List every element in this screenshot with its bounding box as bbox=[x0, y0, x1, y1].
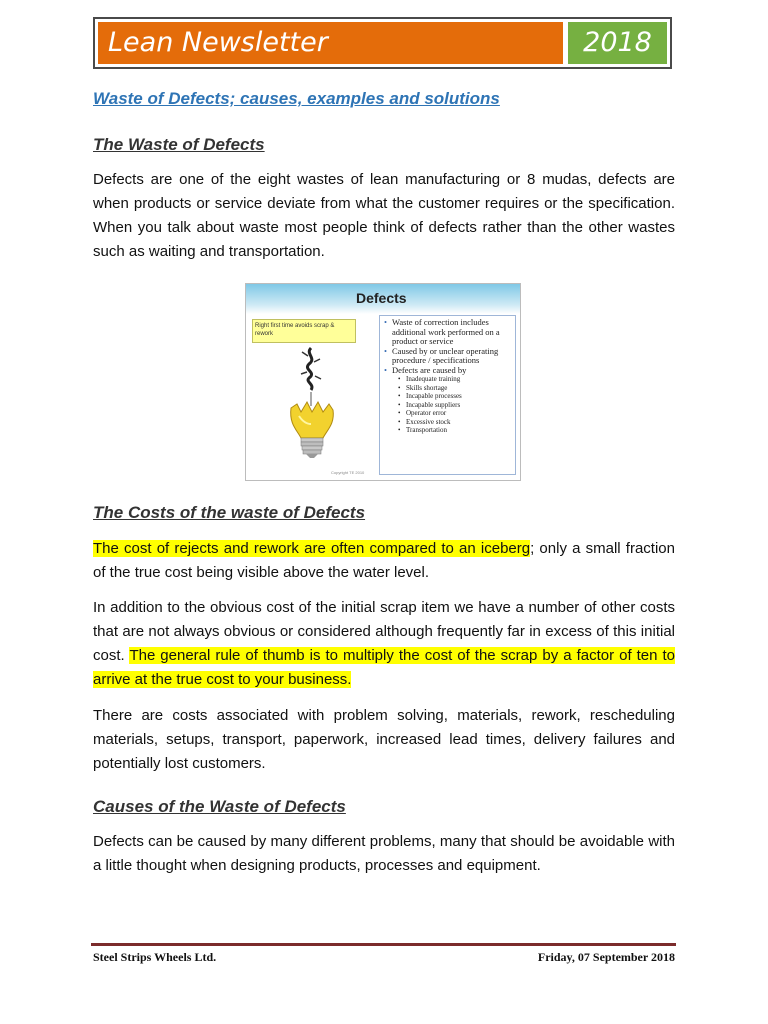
paragraph-costs-iceberg bbox=[93, 537, 675, 585]
slide-title: Defects bbox=[356, 290, 407, 306]
slide-bullet-box bbox=[379, 315, 516, 475]
slide-sticky-note: Right first time avoids scrap & rework bbox=[252, 319, 356, 343]
paragraph-costs-associated: There are costs associated with problem solving, materials, rework, rescheduling materials, setups, transport, paperwork, increased lead times, delivery failures and potentially lost customers. bbox=[93, 707, 675, 772]
newsletter-title: Lean Newsletter bbox=[98, 22, 563, 64]
highlighted-text: The general rule of thumb is to multiply the cost of the scrap by a factor of ten to arrive at the true cost to your business. bbox=[93, 647, 676, 688]
slide-sub-bullet: • Transportation bbox=[406, 426, 511, 435]
slide-sub-bullet: • Skills shortage bbox=[406, 384, 511, 393]
section-heading-costs: The Costs of the waste of Defects bbox=[93, 503, 366, 522]
slide-sub-bullet: • Operator error bbox=[406, 409, 511, 418]
slide-bullet: • Defects are caused by bbox=[384, 366, 511, 376]
broken-lightbulb-icon bbox=[281, 346, 341, 461]
slide-bullet: • Caused by or unclear operating procedure / specifications bbox=[384, 347, 511, 366]
slide-copyright: Copyright TE 2010 bbox=[331, 470, 365, 475]
paragraph-costs-rule-of-thumb bbox=[93, 596, 675, 692]
slide-sub-bullet: • Incapable processes bbox=[406, 392, 511, 401]
defects-slide-figure bbox=[245, 283, 521, 481]
slide-sub-bullet-list bbox=[384, 375, 511, 435]
slide-bullet: • Waste of correction includes additional work performed on a product or service bbox=[384, 318, 511, 347]
slide-sub-bullet: • Excessive stock bbox=[406, 418, 511, 427]
paragraph-text: In addition to the obvious cost of the initial scrap item we have a number of other costs that are not always obvious or considered although frequently far in excess of this initial cost. bbox=[93, 599, 675, 664]
paragraph-causes: Defects can be caused by many different problems, many that should be avoidable with a little thought when designing products, processes and equipment. bbox=[93, 833, 675, 874]
footer-company: Steel Strips Wheels Ltd. bbox=[93, 950, 217, 964]
highlighted-text: The cost of rejects and rework are often compared to an iceberg bbox=[93, 540, 531, 557]
footer-divider bbox=[91, 943, 676, 946]
paragraph-waste-of-defects: Defects are one of the eight wastes of lean manufacturing or 8 mudas, defects are when products or service deviate from what the customer requires or the specification. When you talk about waste most people think of defects rather than the other wastes such as waiting and transportation. bbox=[93, 171, 675, 260]
section-heading-waste-of-defects: The Waste of Defects bbox=[93, 135, 265, 154]
article-title: Waste of Defects; causes, examples and solutions bbox=[93, 89, 500, 108]
newsletter-banner bbox=[93, 17, 672, 69]
slide-sub-bullet: • Incapable suppliers bbox=[406, 401, 511, 410]
section-heading-causes: Causes of the Waste of Defects bbox=[93, 797, 346, 816]
newsletter-year: 2018 bbox=[568, 22, 667, 64]
footer-date: Friday, 07 September 2018 bbox=[537, 950, 675, 964]
paragraph-text: ; only a small fraction of the true cost being visible above the water level. bbox=[93, 540, 675, 581]
slide-sub-bullet: • Inadequate training bbox=[406, 375, 511, 384]
